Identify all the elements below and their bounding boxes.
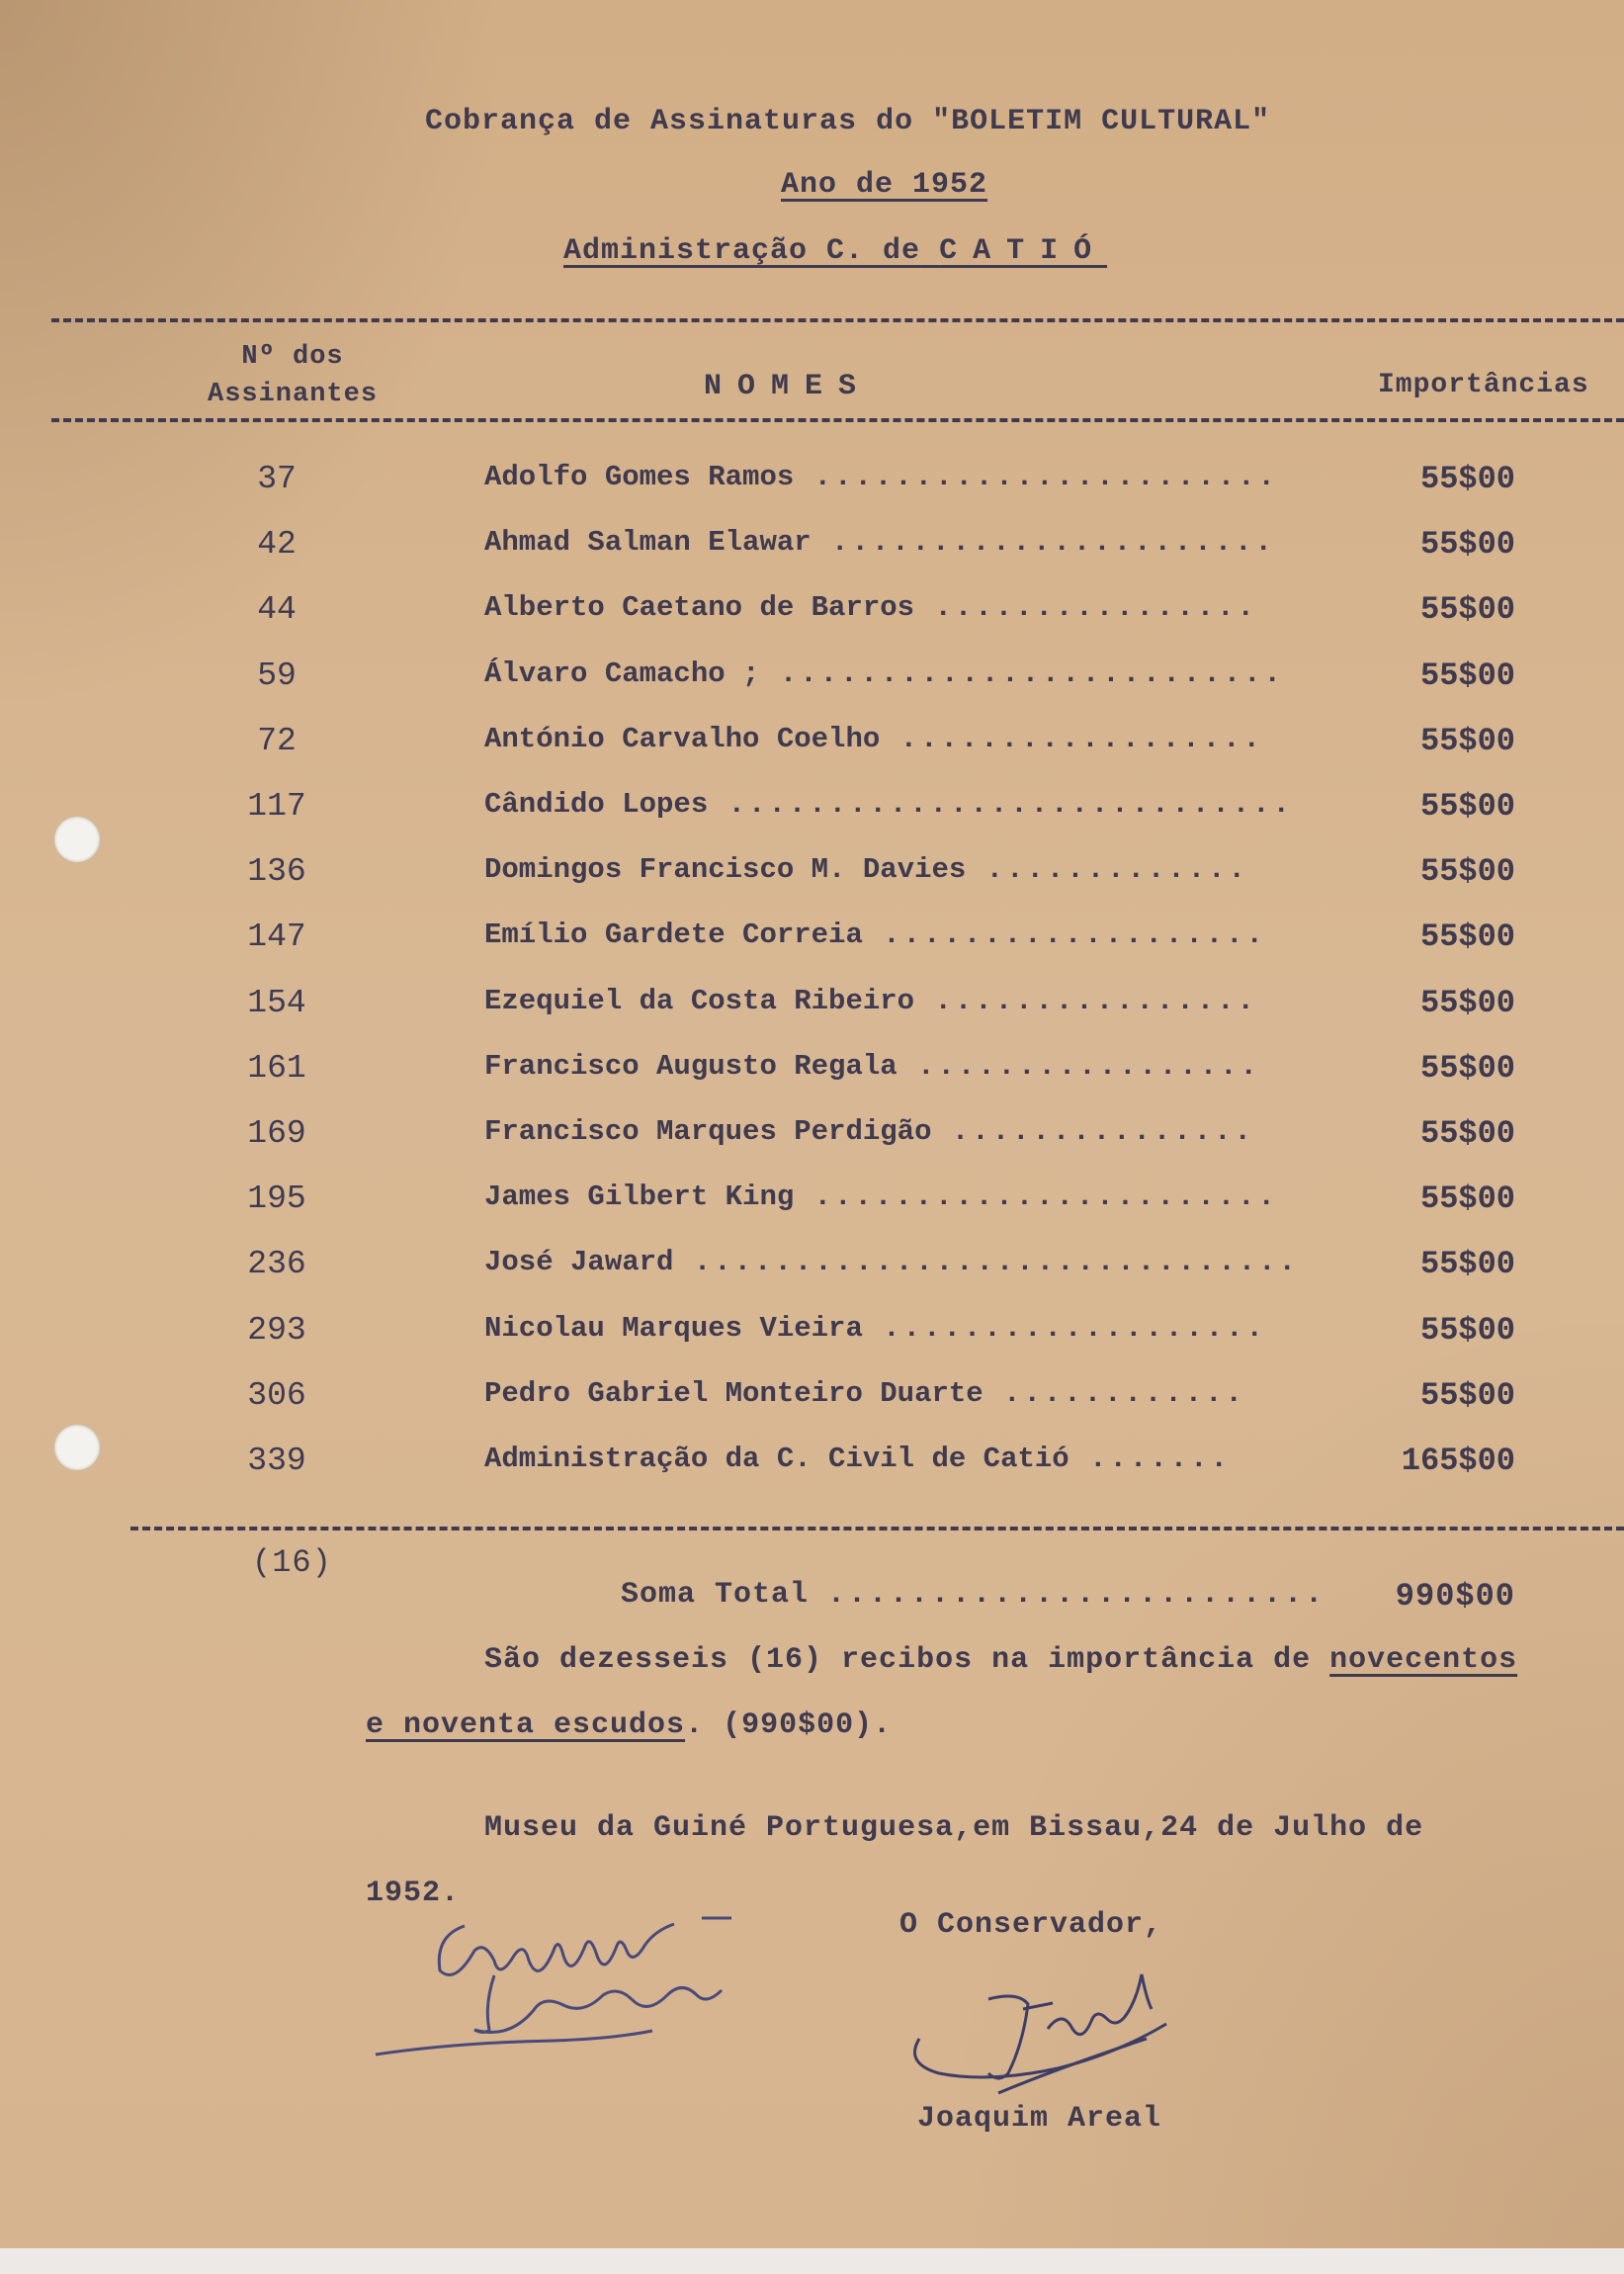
subscriber-name-text: Francisco Augusto Regala xyxy=(484,1049,897,1083)
table-row xyxy=(0,657,1624,707)
subscriber-name xyxy=(484,1312,1354,1345)
signatory-role: O Conservador, xyxy=(899,1908,1163,1942)
subscriber-amount: 55$00 xyxy=(1419,1376,1515,1414)
subscriber-name-text: Pedro Gabriel Monteiro Duarte xyxy=(484,1376,983,1410)
administration-line xyxy=(563,234,1107,268)
subscriber-number: 154 xyxy=(247,984,306,1021)
subscriber-name-text: James Gilbert King xyxy=(484,1181,795,1214)
subscriber-amount: 55$00 xyxy=(1419,1311,1515,1349)
leader-dots: ................... xyxy=(862,918,1266,952)
total-label-text: Soma Total xyxy=(621,1578,810,1612)
subscriber-number: 44 xyxy=(257,591,297,629)
summary-sentence-end: . (990$00). xyxy=(685,1708,893,1742)
table-row xyxy=(0,1377,1624,1427)
subscriber-name xyxy=(484,985,1354,1017)
subscriber-name-text: Ahmad Salman Elawar xyxy=(484,526,812,560)
subscriber-number: 136 xyxy=(247,853,306,891)
table-row xyxy=(0,1050,1624,1099)
leader-dots: ............................ xyxy=(708,788,1293,821)
signatory-name: Joaquim Areal xyxy=(917,2102,1162,2136)
column-header-number xyxy=(208,338,378,413)
leader-dots: .............................. xyxy=(673,1246,1299,1279)
summary-amount-words-1: novecentos xyxy=(1329,1643,1518,1677)
document-year: Ano de 1952 xyxy=(781,168,988,202)
subscriber-name xyxy=(484,461,1354,493)
subscriber-amount: 55$00 xyxy=(1419,918,1515,956)
subscriber-amount: 55$00 xyxy=(1419,788,1515,825)
column-header-number-line1: Nº dos xyxy=(241,342,344,372)
subscriber-amount: 55$00 xyxy=(1419,461,1515,497)
leader-dots: ................ xyxy=(914,984,1257,1017)
summary-sentence-line1 xyxy=(484,1643,1517,1677)
summary-sentence-line2 xyxy=(366,1708,892,1742)
leader-dots: ................ xyxy=(914,591,1257,625)
subscriber-amount: 55$00 xyxy=(1419,1246,1515,1283)
subscriber-name-text: Domingos Francisco M. Davies xyxy=(484,853,967,887)
table-row xyxy=(0,985,1624,1034)
administration-prefix: Administração C. de xyxy=(563,234,921,268)
divider xyxy=(51,318,1624,322)
subscriber-amount: 55$00 xyxy=(1419,656,1515,694)
table-row xyxy=(0,1181,1624,1230)
subscriber-name xyxy=(484,591,1354,624)
leader-dots: ......................... xyxy=(759,656,1284,690)
subscriber-name xyxy=(484,657,1354,690)
subscriber-name xyxy=(484,1050,1354,1083)
subscriber-number: 293 xyxy=(247,1311,306,1349)
table-row xyxy=(0,1246,1624,1295)
column-header-number-line2: Assinantes xyxy=(208,380,379,409)
subscriber-amount: 55$00 xyxy=(1419,1049,1515,1087)
subscriber-name xyxy=(484,1246,1354,1278)
leader-dots: .................. xyxy=(880,722,1263,755)
subscriber-name xyxy=(484,526,1354,559)
table-row xyxy=(0,853,1624,903)
subscriber-name-text: Ezequiel da Costa Ribeiro xyxy=(484,984,915,1017)
total-label: Soma Total ........................ xyxy=(621,1578,1326,1612)
subscriber-number: 169 xyxy=(247,1115,306,1152)
leader-dots: ................... xyxy=(862,1311,1266,1345)
table-row xyxy=(0,788,1624,837)
table-row xyxy=(0,1115,1624,1165)
divider xyxy=(130,1527,1624,1531)
subscriber-name-text: Alberto Caetano de Barros xyxy=(484,591,915,625)
divider xyxy=(51,418,1624,422)
leader-dots: ............. xyxy=(966,853,1248,887)
summary-amount-words-2: e noventa escudos xyxy=(366,1708,686,1742)
total-amount: 990$00 xyxy=(1395,1578,1515,1615)
table-row xyxy=(0,1443,1624,1492)
subscriber-amount: 55$00 xyxy=(1419,526,1515,564)
table-row xyxy=(0,918,1624,968)
subscriber-name xyxy=(484,1181,1354,1213)
table-row xyxy=(0,723,1624,772)
subscriber-name-text: Francisco Marques Perdigão xyxy=(484,1115,932,1148)
leader-dots: ....................... xyxy=(794,1181,1278,1214)
subscriber-amount: 55$00 xyxy=(1419,853,1515,891)
subscriber-number: 236 xyxy=(247,1246,306,1283)
administration-place: CATIÓ xyxy=(939,234,1108,268)
subscriber-amount: 55$00 xyxy=(1419,1181,1515,1218)
leader-dots: ................. xyxy=(897,1049,1260,1083)
subscriber-number: 37 xyxy=(257,461,297,497)
subscriber-name-text: Nicolau Marques Vieira xyxy=(484,1311,863,1345)
subscriber-number: 117 xyxy=(247,788,306,825)
subscriber-number: 72 xyxy=(257,722,297,759)
subscriber-number: 42 xyxy=(257,526,297,564)
leader-dots: ............ xyxy=(983,1376,1245,1410)
leader-dots: ....... xyxy=(1068,1443,1231,1475)
subscriber-amount: 55$00 xyxy=(1419,591,1515,629)
subscriber-name-text: Cândido Lopes xyxy=(484,788,709,821)
subscriber-name xyxy=(484,918,1354,951)
subscriber-number: 161 xyxy=(247,1049,306,1087)
subscriber-name xyxy=(484,853,1354,886)
table-row xyxy=(0,591,1624,641)
column-header-names: NOMES xyxy=(704,370,873,403)
handwritten-signature-right xyxy=(909,1969,1186,2098)
subscriber-name-text: Adolfo Gomes Ramos xyxy=(484,461,795,493)
table-row xyxy=(0,526,1624,575)
subscriber-name-text: Álvaro Camacho ; xyxy=(484,656,760,690)
subscriber-amount: 55$00 xyxy=(1419,984,1515,1021)
column-header-amounts: Importâncias xyxy=(1378,370,1589,400)
subscriber-name xyxy=(484,1115,1354,1148)
subscriber-name xyxy=(484,1377,1354,1410)
receipt-count: (16) xyxy=(252,1544,332,1581)
leader-dots: ............... xyxy=(931,1115,1254,1148)
place-date-line: Museu da Guiné Portuguesa,em Bissau,24 de Julho de xyxy=(484,1811,1424,1845)
subscriber-amount: 55$00 xyxy=(1419,722,1515,759)
subscriber-number: 339 xyxy=(247,1443,306,1479)
subscriber-name-text: José Jaward xyxy=(484,1246,674,1279)
table-row xyxy=(0,461,1624,510)
leader-dots: ....................... xyxy=(794,461,1278,493)
subscriber-name-text: Administração da C. Civil de Catió xyxy=(484,1443,1069,1475)
subscriber-number: 59 xyxy=(257,656,297,694)
place-date-year: 1952. xyxy=(366,1877,461,1910)
subscriber-amount: 165$00 xyxy=(1401,1443,1515,1479)
subscriber-name xyxy=(484,788,1354,821)
subscriber-name-text: Emílio Gardete Correia xyxy=(484,918,863,952)
table-row xyxy=(0,1312,1624,1361)
subscriber-number: 195 xyxy=(247,1181,306,1218)
subscriber-name-text: António Carvalho Coelho xyxy=(484,722,881,755)
summary-sentence-start: São dezesseis (16) recibos na importância de xyxy=(484,1643,1330,1677)
document-title: Cobrança de Assinaturas do "BOLETIM CULTURAL" xyxy=(425,105,1271,138)
subscriber-number: 147 xyxy=(247,918,306,956)
subscriber-name xyxy=(484,723,1354,755)
subscriber-number: 306 xyxy=(247,1376,306,1414)
handwritten-signature-left xyxy=(366,1906,880,2064)
subscriber-name xyxy=(484,1443,1354,1475)
subscriber-amount: 55$00 xyxy=(1419,1115,1515,1152)
leader-dots: ...................... xyxy=(811,526,1275,560)
